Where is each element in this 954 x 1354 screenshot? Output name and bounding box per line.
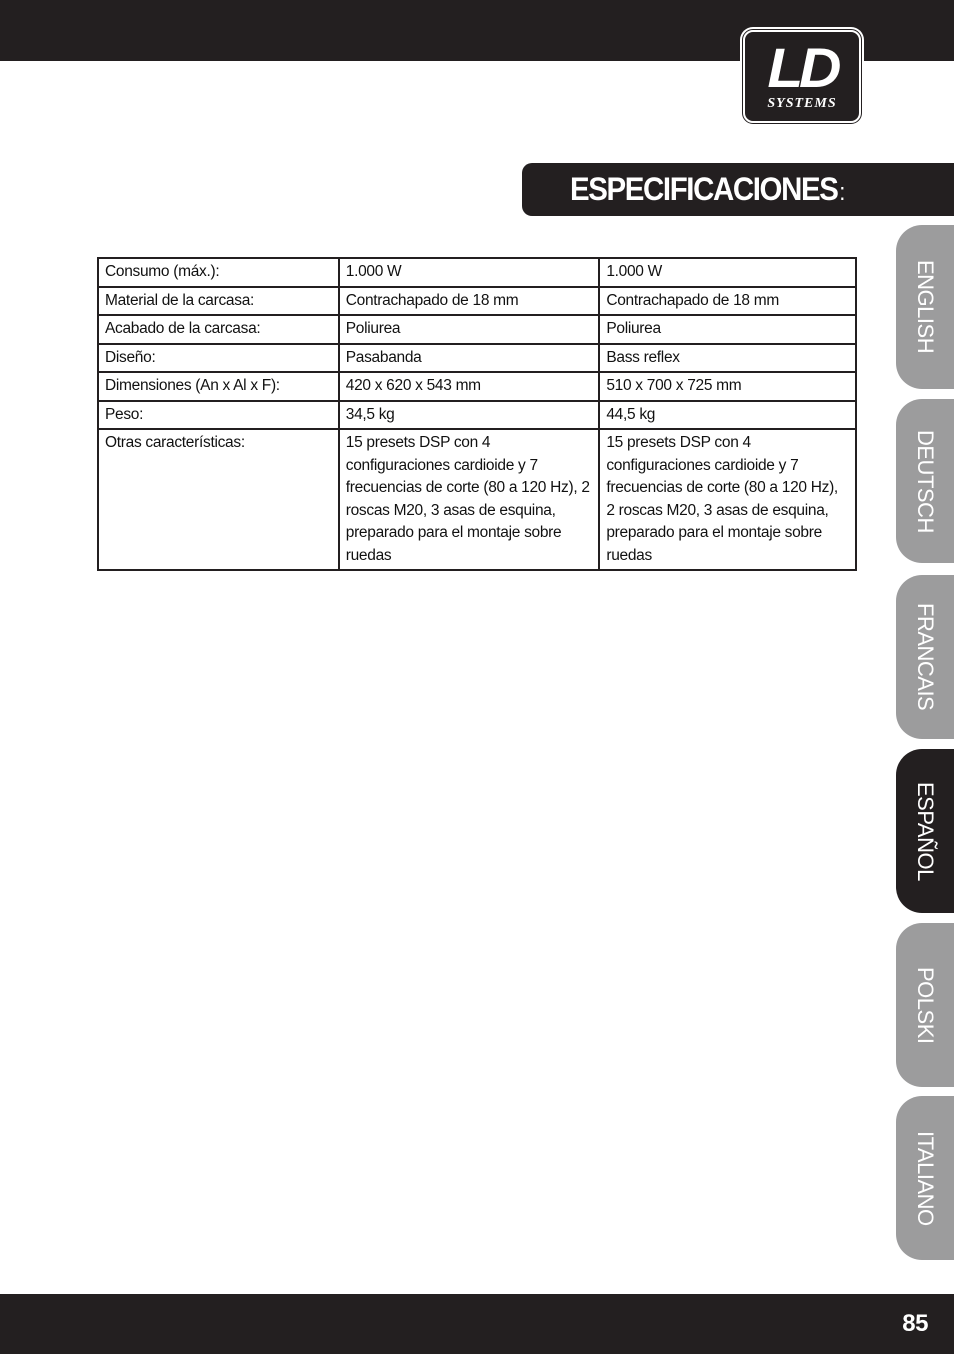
tab-espanol[interactable] [896,749,954,913]
spec-value-model-b: Poliurea [599,315,856,344]
spec-value-model-b: 15 presets DSP con 4 configuraciones cardioide y 7 frecuencias de corte (80 a 120 Hz), 2 roscas M20, 3 asas de esquina, preparado para el montaje sobre ruedas [599,429,856,570]
page-title [570,171,844,208]
table-row [98,258,856,287]
tab-francais[interactable] [896,575,954,739]
spec-label: Material de la carcasa: [98,287,339,316]
tab-label: POLSKI [913,966,938,1044]
spec-label: Peso: [98,401,339,430]
spec-value-model-a: Contrachapado de 18 mm [339,287,600,316]
spec-value-model-b: 510 x 700 x 725 mm [599,372,856,401]
spec-value-model-a: 15 presets DSP con 4 configuraciones cardioide y 7 frecuencias de corte (80 a 120 Hz), 2 roscas M20, 3 asas de esquina, preparado para el montaje sobre ruedas [339,429,600,570]
logo-badge [743,30,861,123]
section-title-bar [522,163,954,216]
spec-label: Otras características: [98,429,339,570]
page-title-text: ESPECIFICACIONES [570,171,838,207]
tab-label: ITALIANO [913,1130,938,1226]
tab-label: FRANCAIS [913,603,938,711]
tab-polski[interactable] [896,923,954,1087]
spec-value-model-b: Contrachapado de 18 mm [599,287,856,316]
table-row [98,344,856,373]
tab-italiano[interactable] [896,1096,954,1260]
spec-value-model-a: Pasabanda [339,344,600,373]
table-row [98,372,856,401]
spec-label: Acabado de la carcasa: [98,315,339,344]
ld-systems-logo [740,27,864,126]
tab-deutsch[interactable] [896,399,954,563]
table-row [98,287,856,316]
tab-label: ESPAÑOL [913,781,938,881]
spec-value-model-a: 1.000 W [339,258,600,287]
tab-label: ENGLISH [913,260,938,354]
logo-subtitle: SYSTEMS [767,95,837,111]
spec-label: Consumo (máx.): [98,258,339,287]
tab-english[interactable] [896,225,954,389]
spec-value-model-a: 34,5 kg [339,401,600,430]
page-title-colon: : [839,179,845,206]
spec-value-model-a: 420 x 620 x 543 mm [339,372,600,401]
spec-label: Dimensiones (An x Al x F): [98,372,339,401]
tab-label: DEUTSCH [913,429,938,533]
spec-value-model-b: Bass reflex [599,344,856,373]
spec-label: Diseño: [98,344,339,373]
table-row [98,429,856,570]
table-row [98,401,856,430]
page-number: 85 [902,1310,928,1337]
table-row [98,315,856,344]
spec-value-model-b: 44,5 kg [599,401,856,430]
spec-value-model-b: 1.000 W [599,258,856,287]
spec-value-model-a: Poliurea [339,315,600,344]
footer-bar [0,1294,954,1354]
specifications-table [97,257,857,571]
logo-letters: LD [767,35,837,99]
